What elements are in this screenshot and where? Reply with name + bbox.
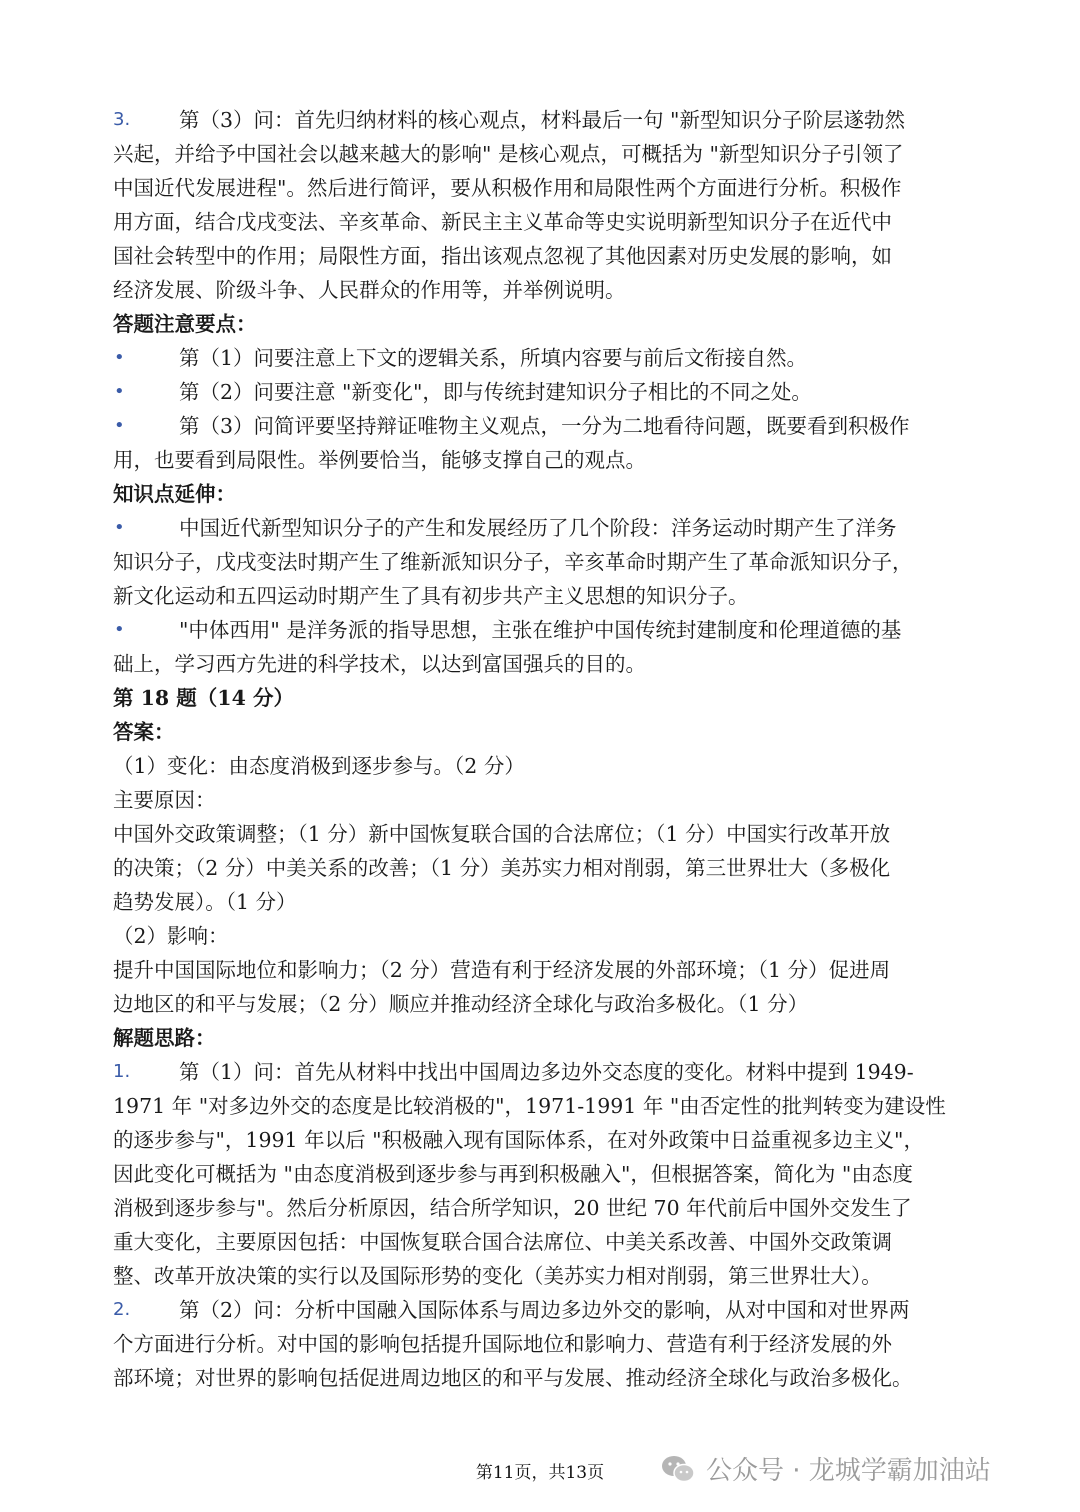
answer-line: （2）影响：: [113, 924, 229, 948]
item-number: 3.: [113, 109, 131, 130]
bullet-item: [113, 341, 953, 375]
text-line: "中体西用" 是洋务派的指导思想，主张在维护中国传统封建制度和伦理道德的基: [179, 618, 902, 642]
text-line: 因此变化可概括为 "由态度消极到逐步参与再到积极融入"，但根据答案，简化为 "由态度: [113, 1162, 913, 1186]
text-line: 重大变化，主要原因包括：中国恢复联合国合法席位、中美关系改善、中国外交政策调: [113, 1230, 892, 1254]
bullet-dot-icon: •: [114, 347, 125, 368]
bullet-item: [113, 409, 953, 443]
approach-item-2: [113, 1293, 953, 1327]
watermark-text: 公众号 · 龙城学霸加油站: [706, 1456, 991, 1486]
bullet-item: [113, 375, 953, 409]
question-title: 第 18 题（14 分）: [113, 686, 294, 710]
text-line: 兴起，并给予中国社会以越来越大的影响" 是核心观点，可概括为 "新型知识分子引领了: [113, 142, 904, 166]
text-line: 础上，学习西方先进的科学技术，以达到富国强兵的目的。: [113, 652, 646, 676]
text-line: 的逐步参与"，1991 年以后 "积极融入现有国际体系，在对外政策中日益重视多边主义"，: [113, 1128, 924, 1152]
text-line: 第（3）问：首先归纳材料的核心观点，材料最后一句 "新型知识分子阶层遂勃然: [179, 108, 905, 132]
page-number: 第11页，共13页: [475, 1463, 605, 1483]
approach-item-1: [113, 1055, 953, 1089]
text-line: 第（3）问简评要坚持辩证唯物主义观点，一分为二地看待问题，既要看到积极作: [179, 414, 910, 438]
text-line: 第（2）问：分析中国融入国际体系与周边多边外交的影响，从对中国和对世界两: [179, 1298, 910, 1322]
approach-heading: 解题思路：: [113, 1026, 216, 1050]
section-heading-notes: 答题注意要点：: [113, 312, 257, 336]
bullet-dot-icon: •: [114, 619, 125, 640]
text-line: 知识分子，戊戌变法时期产生了维新派知识分子，辛亥革命时期产生了革命派知识分子，: [113, 550, 913, 574]
item-number: 2.: [113, 1299, 131, 1320]
wechat-icon: [660, 1454, 696, 1484]
answer-line: 主要原因：: [113, 788, 216, 812]
bullet-dot-icon: •: [114, 517, 125, 538]
text-line: 第（1）问要注意上下文的逻辑关系，所填内容要与前后文衔接自然。: [179, 346, 808, 370]
text-line: 第（1）问：首先从材料中找出中国周边多边外交态度的变化。材料中提到 1949-: [179, 1060, 914, 1084]
text-line: 部环境；对世界的影响包括促进周边地区的和平与发展、推动经济全球化与政治多极化。: [113, 1366, 913, 1390]
text-line: 用方面，结合戊戌变法、辛亥革命、新民主主义革命等史实说明新型知识分子在近代中: [113, 210, 892, 234]
answer-line: 趋势发展）。（1 分）: [113, 890, 297, 914]
answer-line: 边地区的和平与发展；（2 分）顺应并推动经济全球化与政治多极化。（1 分）: [113, 992, 809, 1016]
bullet-item: [113, 511, 953, 545]
text-line: 新文化运动和五四运动时期产生了具有初步共产主义思想的知识分子。: [113, 584, 749, 608]
item-number: 1.: [113, 1061, 131, 1082]
approach-item-3: [113, 103, 953, 137]
text-line: 国社会转型中的作用；局限性方面，指出该观点忽视了其他因素对历史发展的影响，如: [113, 244, 892, 268]
watermark: [660, 1450, 991, 1487]
answer-line: 中国外交政策调整；（1 分）新中国恢复联合国的合法席位；（1 分）中国实行改革开放: [113, 822, 891, 846]
section-heading-extension: 知识点延伸：: [113, 482, 236, 506]
answer-line: 提升中国国际地位和影响力；（2 分）营造有利于经济发展的外部环境；（1 分）促进周: [113, 958, 891, 982]
answer-heading: 答案：: [113, 720, 175, 744]
text-line: 个方面进行分析。对中国的影响包括提升国际地位和影响力、营造有利于经济发展的外: [113, 1332, 892, 1356]
text-line: 整、改革开放决策的实行以及国际形势的变化（美苏实力相对削弱，第三世界壮大）。: [113, 1264, 882, 1288]
answer-line: （1）变化：由态度消极到逐步参与。（2 分）: [113, 754, 525, 778]
bullet-dot-icon: •: [114, 381, 125, 402]
text-line: 中国近代新型知识分子的产生和发展经历了几个阶段：洋务运动时期产生了洋务: [179, 516, 897, 540]
bullet-dot-icon: •: [114, 415, 125, 436]
text-line: 第（2）问要注意 "新变化"，即与传统封建知识分子相比的不同之处。: [179, 380, 812, 404]
answer-line: 的决策；（2 分）中美关系的改善；（1 分）美苏实力相对削弱，第三世界壮大（多极化: [113, 856, 891, 880]
text-line: 经济发展、阶级斗争、人民群众的作用等，并举例说明。: [113, 278, 626, 302]
text-line: 中国近代发展进程"。然后进行简评，要从积极作用和局限性两个方面进行分析。积极作: [113, 176, 902, 200]
bullet-item: [113, 613, 953, 647]
text-line: 1971 年 "对多边外交的态度是比较消极的"，1971-1991 年 "由否定性的批判转变为建设性: [113, 1094, 946, 1118]
text-line: 消极到逐步参与"。然后分析原因，结合所学知识，20 世纪 70 年代前后中国外交发生了: [113, 1196, 912, 1220]
text-line: 用，也要看到局限性。举例要恰当，能够支撑自己的观点。: [113, 448, 646, 472]
document-body: [113, 103, 953, 1395]
